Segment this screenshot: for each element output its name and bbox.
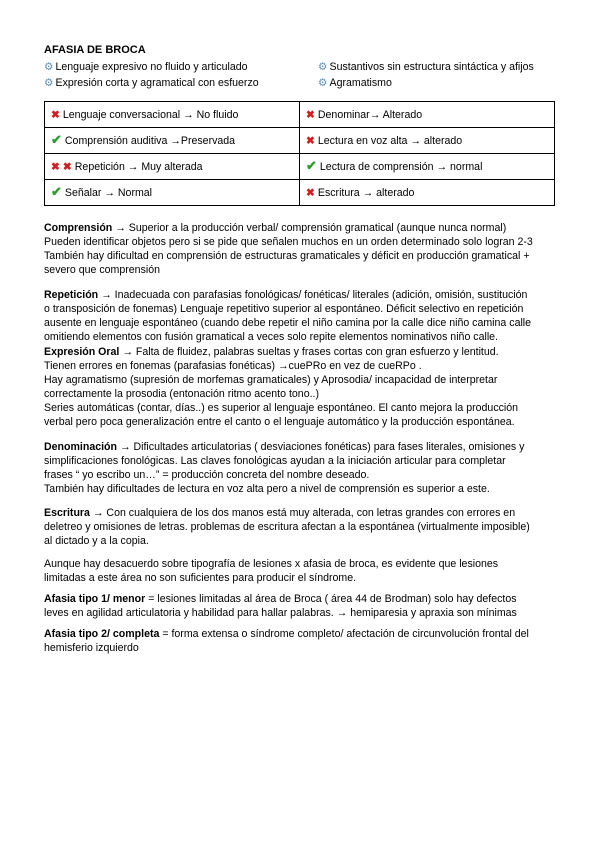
cross-icon: ✖	[51, 160, 60, 173]
section-label: Escritura	[44, 507, 90, 519]
page-title: AFASIA DE BROCA	[44, 44, 146, 56]
keyword-right-1: ⚙ Sustantivos sin estructura sintáctica y afijos	[318, 61, 534, 73]
cross-icon: ✖	[51, 108, 60, 121]
gear-icon: ⚙	[44, 77, 54, 89]
check-icon: ✔	[51, 184, 62, 199]
section-expresion-oral: Expresión Oral → Falta de fluidez, palabras sueltas y frases cortas con gran esfuerzo y lentitud. Tienen errores en fonemas (parafasias fonéticas) →cuePRo en vez de cueRPo . Hay agramatismo (supresión de morfemas gramaticales) y Aprosodia/ incapacidad de interpretar correctamente la prosodia (entonación ritmo acento tono..) Series automáticas (contar, días..) es superior al lenguaje espontáneo. El canto mejora la producción verbal pero poca generalización entre el canto o el lenguaje automático y la producción espontánea.	[44, 346, 519, 428]
section-nota: Aunque hay desacuerdo sobre tipografía de lesiones x afasia de broca, es evidente que lesiones limitadas a este área no son suficientes para producir el síndrome.	[44, 558, 499, 584]
keyword-right-2: ⚙ Agramatismo	[318, 77, 392, 89]
table-row	[45, 128, 555, 154]
section-afasia-tipo-1: Afasia tipo 1/ menor = lesiones limitadas al área de Broca ( área 44 de Brodman) solo hay defectos leves en agilidad articulatoria y habilidad para hallar palabras. → hemiparesia y apraxia son mínimas	[44, 593, 517, 619]
table-cell: ✔ Comprensión auditiva →Preservada	[45, 128, 300, 154]
section-label: Repetición	[44, 289, 99, 301]
cross-icon: ✖	[306, 186, 315, 199]
gear-icon: ⚙	[318, 61, 328, 73]
gear-icon: ⚙	[318, 77, 328, 89]
section-escritura: Escritura → Con cualquiera de los dos manos está muy alterada, con letras grandes con errores en deletreo y omisiones de letras. problemas de escritura afectan a la espontánea (virtualmente imposible) al dictado y a la copia.	[44, 507, 530, 547]
cross-icon: ✖	[306, 108, 315, 121]
table-cell: ✖ Lectura en voz alta → alterado	[300, 128, 555, 154]
table-cell: ✖ Denominar→ Alterado	[300, 102, 555, 128]
table-row	[45, 180, 555, 206]
summary-table	[44, 101, 555, 206]
keyword-left-2: ⚙ Expresión corta y agramatical con esfuerzo	[44, 77, 259, 89]
section-label: Denominación	[44, 441, 117, 453]
table-cell: ✔ Señalar → Normal	[45, 180, 300, 206]
table-cell: ✖ Lenguaje conversacional → No fluido	[45, 102, 300, 128]
section-label: Expresión Oral	[44, 346, 120, 358]
cross-icon: ✖	[62, 160, 72, 173]
table-cell: ✖ Escritura → alterado	[300, 180, 555, 206]
section-label: Afasia tipo 2/ completa	[44, 628, 160, 640]
gear-icon: ⚙	[44, 61, 54, 73]
keyword-left-1: ⚙ Lenguaje expresivo no fluido y articulado	[44, 61, 248, 73]
table-cell: ✖ ✖ Repetición → Muy alterada	[45, 154, 300, 180]
section-afasia-tipo-2: Afasia tipo 2/ completa = forma extensa o síndrome completo/ afectación de circunvolución frontal del hemisferio izquierdo	[44, 628, 529, 654]
section-denominacion: Denominación → Dificultades articulatorias ( desviaciones fonéticas) para fases literales, omisiones y simplificaciones fonológicas. Las claves fonológicas ayudan a la iniciación articular para completar frases “ yo escribo un…” = producción concreta del nombre deseado. También hay dificultades de lectura en voz alta pero a nivel de comprensión es superior a este.	[44, 441, 525, 495]
table-cell: ✔ Lectura de comprensión → normal	[300, 154, 555, 180]
check-icon: ✔	[51, 132, 62, 147]
cross-icon: ✖	[306, 134, 315, 147]
section-label: Comprensión	[44, 222, 113, 234]
section-label: Afasia tipo 1/ menor	[44, 593, 146, 605]
table-row	[45, 102, 555, 128]
check-icon: ✔	[306, 158, 317, 173]
section-comprension: Comprensión → Superior a la producción verbal/ comprensión gramatical (aunque nunca normal) Pueden identificar objetos pero si se pide que señalen muchos en un orden determinado solo logran 2-3 También hay dificultad en comprensión de estructuras gramaticales y déficit en producción gramatical + severo que comprensión	[44, 222, 533, 276]
table-row	[45, 154, 555, 180]
section-repeticion: Repetición → Inadecuada con parafasias fonológicas/ fonéticas/ literales (adición, omisión, sustitución o transposición de fonemas) Lenguaje repetitivo superior al espontáneo. Déficit selectivo en repetición ausente en lenguaje espontáneo (cuando debe repetir el niño camina por la calle dice niño camina calle omitiendo elementos con fusión gramatical a veces solo repite elementos nominativos niño calle.	[44, 289, 532, 343]
